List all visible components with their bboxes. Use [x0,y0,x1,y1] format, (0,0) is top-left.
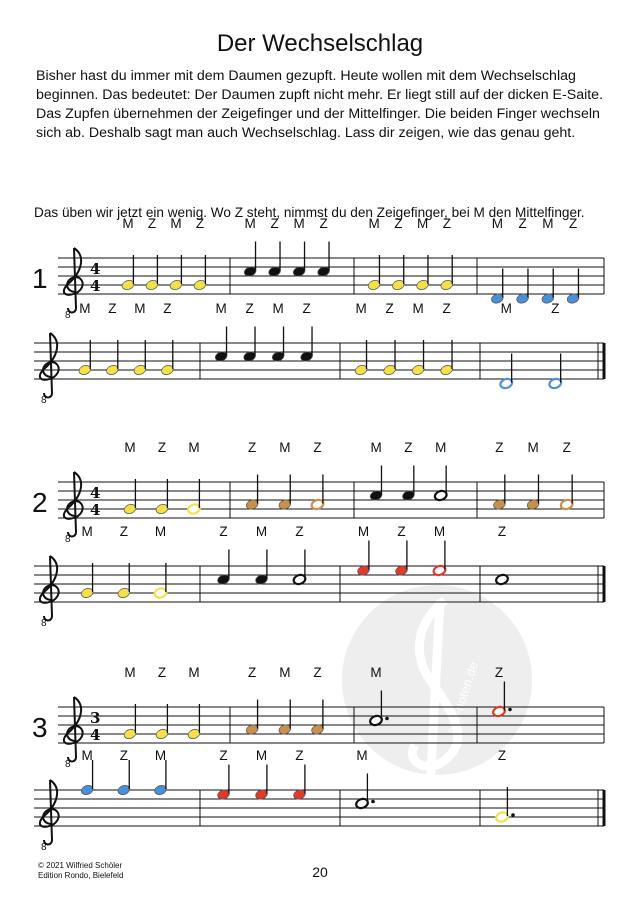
finger-label: Z [119,524,128,539]
finger-label: M [122,216,134,231]
watermark-text: alle-noten.de [443,659,482,736]
finger-label: M [370,440,382,455]
note [495,524,509,586]
note [566,216,580,305]
augmentation-dot [371,800,375,804]
copyright-text: © 2021 Wilfried Schöler [38,861,123,870]
finger-label: Z [195,216,205,231]
finger-label: Z [248,440,257,455]
finger-label: Z [108,301,117,316]
note [267,216,281,278]
finger-label: M [368,216,380,231]
note [155,440,169,515]
time-signature-top: 4 [90,260,101,278]
note [216,524,230,586]
finger-label: M [81,748,93,763]
note [169,216,183,291]
note [117,524,131,599]
finger-label: M [188,665,200,680]
clef-8-marker: 8 [65,310,71,321]
finger-label: M [154,524,167,539]
note [153,748,167,796]
finger-label: M [170,216,182,231]
note [382,301,396,376]
note [187,440,201,515]
finger-label: Z [495,440,504,455]
time-signature-bottom: 4 [90,501,101,519]
staff-system [34,524,604,629]
finger-label: Z [219,524,228,539]
finger-label: M [255,748,268,763]
finger-label: Z [313,440,322,455]
augmentation-dot [508,708,512,712]
time-signature-top: 4 [90,484,101,502]
finger-label: Z [245,301,254,316]
clef-8-marker: 8 [65,534,71,545]
finger-label: M [542,216,554,231]
page-number: 20 [312,864,328,880]
finger-label: M [416,216,429,231]
clef-8-marker: 8 [41,618,47,629]
finger-label: M [188,440,200,455]
exercise-1 [32,216,604,406]
finger-label: Z [319,216,328,231]
finger-label: M [357,524,370,539]
note [133,301,147,376]
time-signature-top: 3 [90,709,101,727]
note [160,301,174,376]
finger-label: M [356,748,368,763]
note [541,216,555,305]
finger-label: M [215,301,227,316]
exercise-2 [32,440,604,629]
time-signature-bottom: 4 [90,726,101,744]
finger-label: Z [497,524,507,539]
finger-label: M [527,440,539,455]
exercise-number: 2 [32,487,48,518]
finger-label: Z [295,748,304,763]
note [123,440,137,515]
note [434,440,448,502]
note [439,301,453,376]
augmentation-dot [511,813,515,817]
publisher-text: Edition Rondo, Bielefeld [38,871,124,880]
staff-system [32,440,604,545]
finger-label: Z [302,301,311,316]
exercise-number: 3 [32,712,48,743]
finger-label: Z [494,665,504,680]
note [548,301,562,390]
note [499,301,513,390]
finger-label: M [244,216,256,231]
finger-label: M [370,665,382,680]
finger-label: Z [163,301,172,316]
note [80,748,94,796]
finger-label: M [491,216,503,231]
note [432,524,446,577]
finger-label: Z [313,665,322,680]
finger-label: Z [157,665,167,680]
finger-label: M [435,440,447,455]
note [292,524,306,586]
page-title: Der Wechselschlag [216,30,424,57]
note [367,216,381,291]
intro-paragraph: Bisher hast du immer mit dem Daumen gezupft. Heute wollen mit dem Wechselschlag beginnen. Das bedeutet: Der Daumen zupft nicht mehr. Er liegt still auf der dicken E-Saite. Das Zupfen übernehmen der Zeigefinger und der Mittelfinger. Die beiden Finger wechseln sich ab. Deshalb sagt man auch Wechselschlag. Lass dir zeigen, wie das genau geht. [36,68,604,141]
finger-label: Z [551,301,560,316]
note [193,216,207,291]
staff-system [34,748,604,853]
note [254,748,268,801]
finger-label: M [124,665,136,680]
note [415,216,429,291]
note [214,301,228,363]
note [123,665,137,740]
finger-label: M [355,301,367,316]
finger-label: Z [394,216,403,231]
finger-label: M [279,665,291,680]
note [440,216,454,291]
note [155,665,169,740]
finger-label: Z [295,524,304,539]
finger-label: Z [119,748,128,763]
note [121,216,135,291]
clef-8-marker: 8 [41,842,47,853]
finger-label: Z [497,748,507,763]
note [117,748,131,796]
note [391,216,405,291]
note [401,440,415,502]
clef-8-marker: 8 [41,395,47,406]
finger-label: M [81,524,93,539]
finger-label: Z [397,524,406,539]
finger-label: M [272,301,284,316]
staff-system [34,301,604,406]
finger-label: Z [219,748,228,763]
note [316,216,330,278]
note [243,216,257,278]
note [495,748,515,823]
note [78,301,92,376]
note [394,524,408,577]
note [242,301,256,363]
finger-label: M [79,301,91,316]
note [411,301,425,376]
note [153,524,167,599]
finger-label: M [255,524,268,539]
note [490,216,504,305]
note [515,216,529,305]
note [254,524,268,586]
finger-label: Z [442,216,451,231]
finger-label: Z [248,665,257,680]
note [271,301,285,363]
note [292,748,306,801]
note [105,301,119,376]
finger-label: Z [568,216,578,231]
instruction-paragraph: Das üben wir jetzt ein wenig. Wo Z steht, nimmst du den Zeigefinger, bei M den Mittelfinger. [34,205,585,220]
finger-label: M [293,216,305,231]
note [369,440,383,502]
finger-label: Z [442,301,451,316]
finger-label: Z [147,216,157,231]
finger-label: M [500,301,512,316]
note [216,748,230,801]
finger-label: M [433,524,446,539]
clef-8-marker: 8 [65,759,71,770]
note [354,301,368,376]
finger-label: M [124,440,136,455]
note [356,524,370,577]
finger-label: Z [404,440,413,455]
finger-label: M [134,301,146,316]
note [355,748,375,810]
augmentation-dot [385,717,389,721]
exercise-number: 1 [32,263,48,294]
staff-system [32,216,604,321]
note [80,524,94,599]
note [187,665,201,740]
note [292,216,306,278]
time-signature-bottom: 4 [90,277,101,295]
finger-label: M [279,440,291,455]
finger-label: Z [562,440,571,455]
note [299,301,313,363]
finger-label: M [154,748,167,763]
note [145,216,159,291]
finger-label: Z [385,301,394,316]
finger-label: Z [270,216,279,231]
finger-label: Z [518,216,527,231]
finger-label: Z [157,440,167,455]
finger-label: M [412,301,424,316]
